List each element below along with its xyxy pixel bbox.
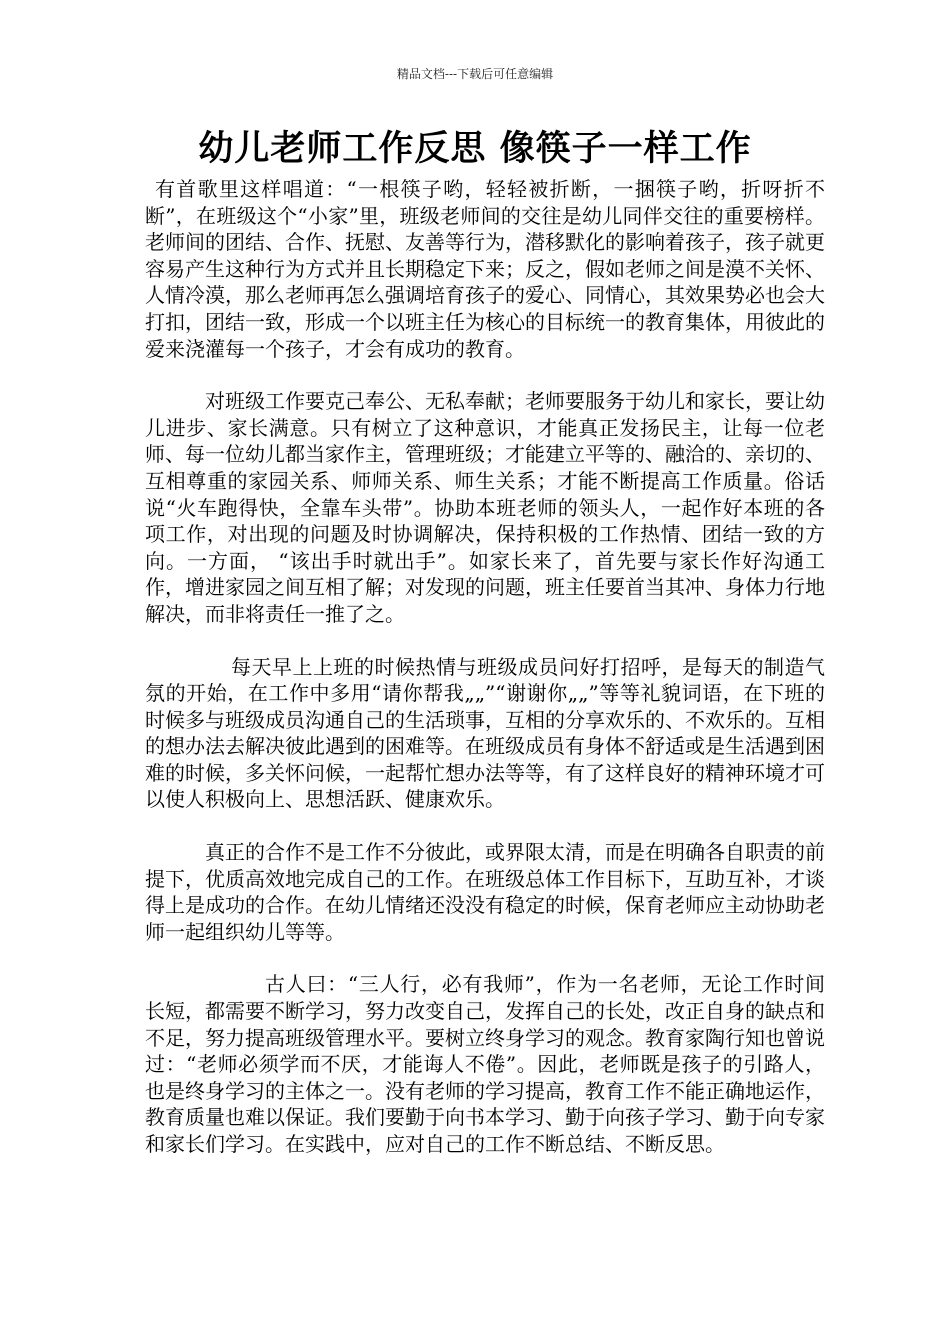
- paragraph-3: 每天早上上班的时候热情与班级成员问好打招呼，是每天的制造气氛的开始，在工作中多用“请你帮我„„”“谢谢你„„”等等礼貌词语，在下班的时候多与班级成员沟通自己的生活琐事，互相的分享欢乐的、不欢乐的。互相的想办法去解决彼此遇到的困难等。在班级成员有身体不舒适或是生活遇到困难的时候，多关怀问候，一起帮忙想办法等等，有了这样良好的精神环境才可以使人积极向上、思想活跃、健康欢乐。: [145, 654, 825, 812]
- document-title: 幼儿老师工作反思 像筷子一样工作: [198, 128, 752, 169]
- paragraph-4: 真正的合作不是工作不分彼此，或界限太清，而是在明确各自职责的前提下，优质高效地完成自己的工作。在班级总体工作目标下，互助互补，才谈得上是成功的合作。在幼儿情绪还没没有稳定的时候，保育老师应主动协助老师一起组织幼儿等等。: [145, 840, 825, 944]
- paragraph-5: 古人曰：“三人行，必有我师”，作为一名老师，无论工作时间长短，都需要不断学习，努力改变自己，发挥自己的长处，改正自身的缺点和不足，努力提高班级管理水平。要树立终身学习的观念。教育家陶行知也曾说过：“老师必须学而不厌，才能诲人不倦”。因此，老师既是孩子的引路人，也是终身学习的主体之一。没有老师的学习提高，教育工作不能正确地运作，教育质量也难以保证。我们要勤于向书本学习、勤于向孩子学习、勤于向专家和家长们学习。在实践中，应对自己的工作不断总结、不断反思。: [145, 972, 825, 1156]
- paragraph-2: 对班级工作要克己奉公、无私奉献；老师要服务于幼儿和家长，要让幼儿进步、家长满意。只有树立了这种意识，才能真正发扬民主，让每一位老师、每一位幼儿都当家作主，管理班级；才能建立平等的、融洽的、亲切的、互相尊重的家园关系、师师关系、师生关系；才能不断提高工作质量。俗话说“火车跑得快，全靠车头带”。协助本班老师的领头人，一起作好本班的各项工作，对出现的问题及时协调解决，保持积极的工作热情、团结一致的方向。一方面， “该出手时就出手”。如家长来了，首先要与家长作好沟通工作，增进家园之间互相了解；对发现的问题，班主任要首当其冲、身体力行地解决，而非将责任一推了之。: [145, 389, 825, 626]
- paragraph-1: 有首歌里这样唱道：“一根筷子哟，轻轻被折断，一捆筷子哟，折呀折不断”，在班级这个“小家”里，班级老师间的交往是幼儿同伴交往的重要榜样。老师间的团结、合作、抚慰、友善等行为，潜移默化的影响着孩子，孩子就更容易产生这种行为方式并且长期稳定下来；反之，假如老师之间是漠不关怀、人情冷漠，那么老师再怎么强调培育孩子的爱心、同情心，其效果势必也会大打扣，团结一致，形成一个以班主任为核心的目标统一的教育集体，用彼此的爱来浇灌每一个孩子，才会有成功的教育。: [145, 177, 825, 361]
- header-note: 精品文档---下载后可任意编辑: [396, 67, 554, 81]
- document-body: [145, 176, 825, 1158]
